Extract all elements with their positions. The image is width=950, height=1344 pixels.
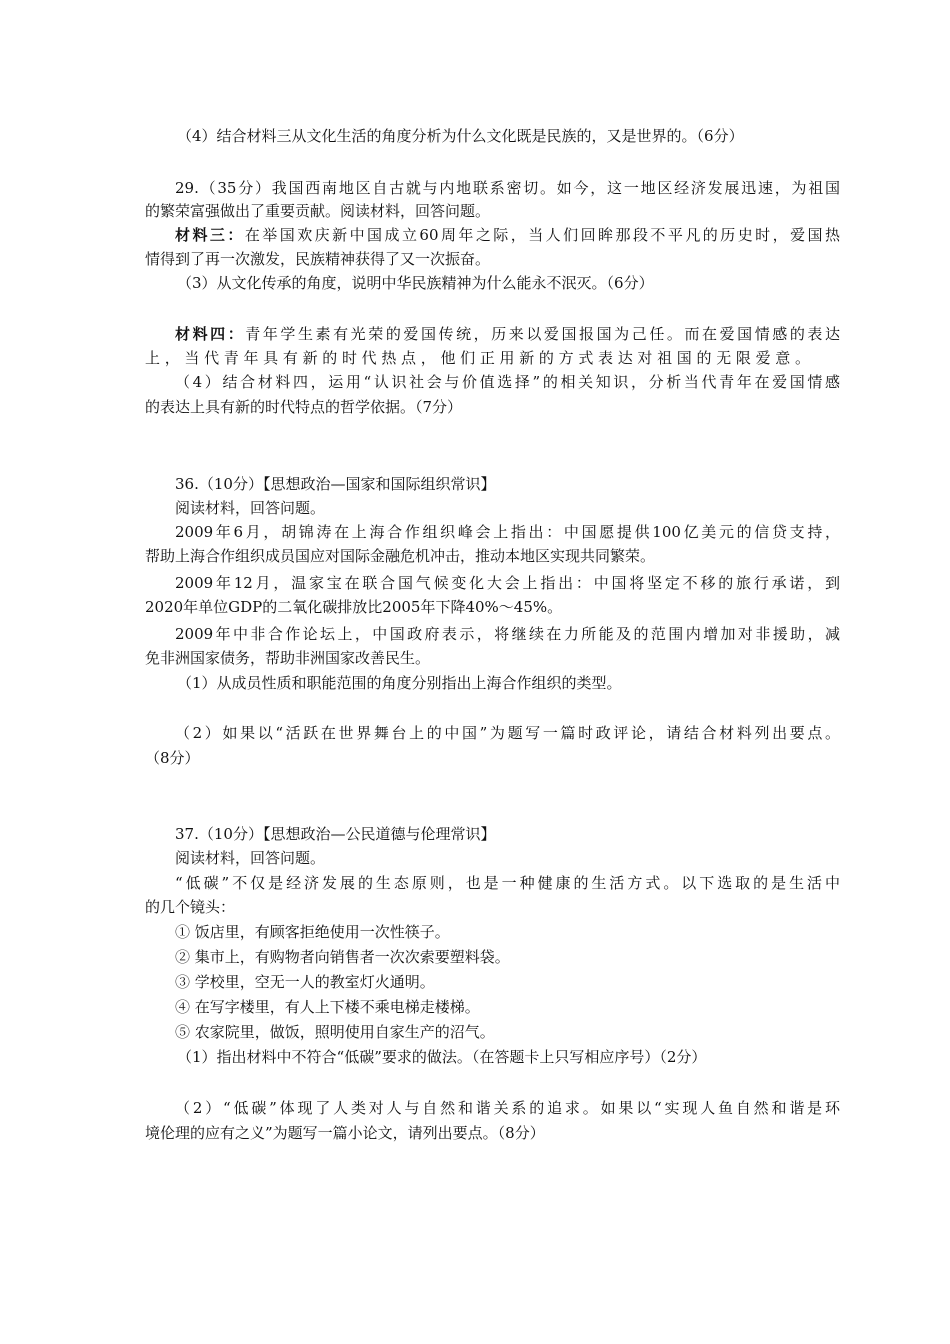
question-37-heading: 37.（10分）【思想政治—公民道德与伦理常识】: [175, 825, 496, 843]
question-37-2-line1: （2）“低碳”体现了人类对人与自然和谐关系的追求。如果以“实现人鱼自然和谐是环: [175, 1099, 840, 1117]
question-29-4-line1: （4）结合材料四，运用“认识社会与价值选择”的相关知识，分析当代青年在爱国情感: [175, 373, 840, 391]
material-4-line1: [145, 323, 840, 345]
question-29-3: （3）从文化传承的角度，说明中华民族精神为什么能永不泯灭。（6分）: [177, 274, 654, 292]
question-36-2-line1: （2）如果以“活跃在世界舞台上的中国”为题写一篇时政评论，请结合材料列出要点。: [175, 724, 840, 742]
material-3-line2: 情得到了再一次激发，民族精神获得了又一次振奋。: [145, 250, 491, 268]
question-37-1: （1）指出材料中不符合“低碳”要求的做法。（在答题卡上只写相应序号）（2分）: [177, 1048, 707, 1066]
question-36-para3-line1: 2009年中非合作论坛上，中国政府表示，将继续在力所能及的范围内增加对非援助，减: [175, 625, 840, 643]
list-item: ① 饭店里，有顾客拒绝使用一次性筷子。: [175, 923, 450, 941]
question-37-para1-line1: “低碳”不仅是经济发展的生态原则，也是一种健康的生活方式。以下选取的是生活中: [175, 874, 840, 892]
material-4-text: 青年学生素有光荣的爱国传统，历来以爱国报国为己任。而在爱国情感的表达: [245, 325, 840, 343]
question-36-instruction: 阅读材料，回答问题。: [175, 499, 326, 517]
material-3-label: 材料三：: [175, 226, 245, 244]
material-4-line2: 上，当代青年具有新的时代热点，他们正用新的方式表达对祖国的无限爱意。: [145, 349, 810, 367]
question-36-para2-line2: 2020年单位GDP的二氧化碳排放比2005年下降40%～45%。: [145, 598, 563, 616]
list-item: ⑤ 农家院里，做饭，照明使用自家生产的沼气。: [175, 1023, 495, 1041]
question-37-para1-line2: 的几个镜头：: [145, 898, 236, 916]
question-36-para1-line1: 2009年6月，胡锦涛在上海合作组织峰会上指出：中国愿提供100亿美元的信贷支持，: [175, 523, 840, 541]
question-29-intro-line1: 29.（35分）我国西南地区自古就与内地联系密切。如今，这一地区经济发展迅速，为祖国: [175, 179, 840, 197]
list-item: ④ 在写字楼里，有人上下楼不乘电梯走楼梯。: [175, 998, 480, 1016]
list-item: ③ 学校里，空无一人的教室灯火通明。: [175, 973, 435, 991]
question-36-heading: 36.（10分）【思想政治—国家和国际组织常识】: [175, 475, 496, 493]
material-3-text: 在举国欢庆新中国成立60周年之际，当人们回眸那段不平凡的历史时，爱国热: [244, 226, 840, 244]
question-29-4-line2: 的表达上具有新的时代特点的哲学依据。（7分）: [145, 398, 463, 416]
question-36-para1-line2: 帮助上海合作组织成员国应对国际金融危机冲击，推动本地区实现共同繁荣。: [145, 547, 656, 565]
question-36-1: （1）从成员性质和职能范围的角度分别指出上海合作组织的类型。: [177, 674, 622, 692]
question-37-instruction: 阅读材料，回答问题。: [175, 849, 326, 867]
question-36-para2-line1: 2009年12月，温家宝在联合国气候变化大会上指出：中国将坚定不移的旅行承诺，到: [175, 574, 840, 592]
question-29-intro-line2: 的繁荣富强做出了重要贡献。阅读材料，回答问题。: [145, 202, 491, 220]
question-37-2-line2: 境伦理的应有之义”为题写一篇小论文，请列出要点。（8分）: [145, 1124, 545, 1142]
material-3-line1: [145, 224, 840, 246]
material-4-label: 材料四：: [175, 325, 246, 343]
question-28-4: （4）结合材料三从文化生活的角度分析为什么文化既是民族的，又是世界的。（6分）: [177, 127, 744, 145]
question-36-2-line2: （8分）: [145, 749, 200, 767]
list-item: ② 集市上，有购物者向销售者一次次索要塑料袋。: [175, 948, 510, 966]
question-36-para3-line2: 免非洲国家债务，帮助非洲国家改善民生。: [145, 649, 431, 667]
